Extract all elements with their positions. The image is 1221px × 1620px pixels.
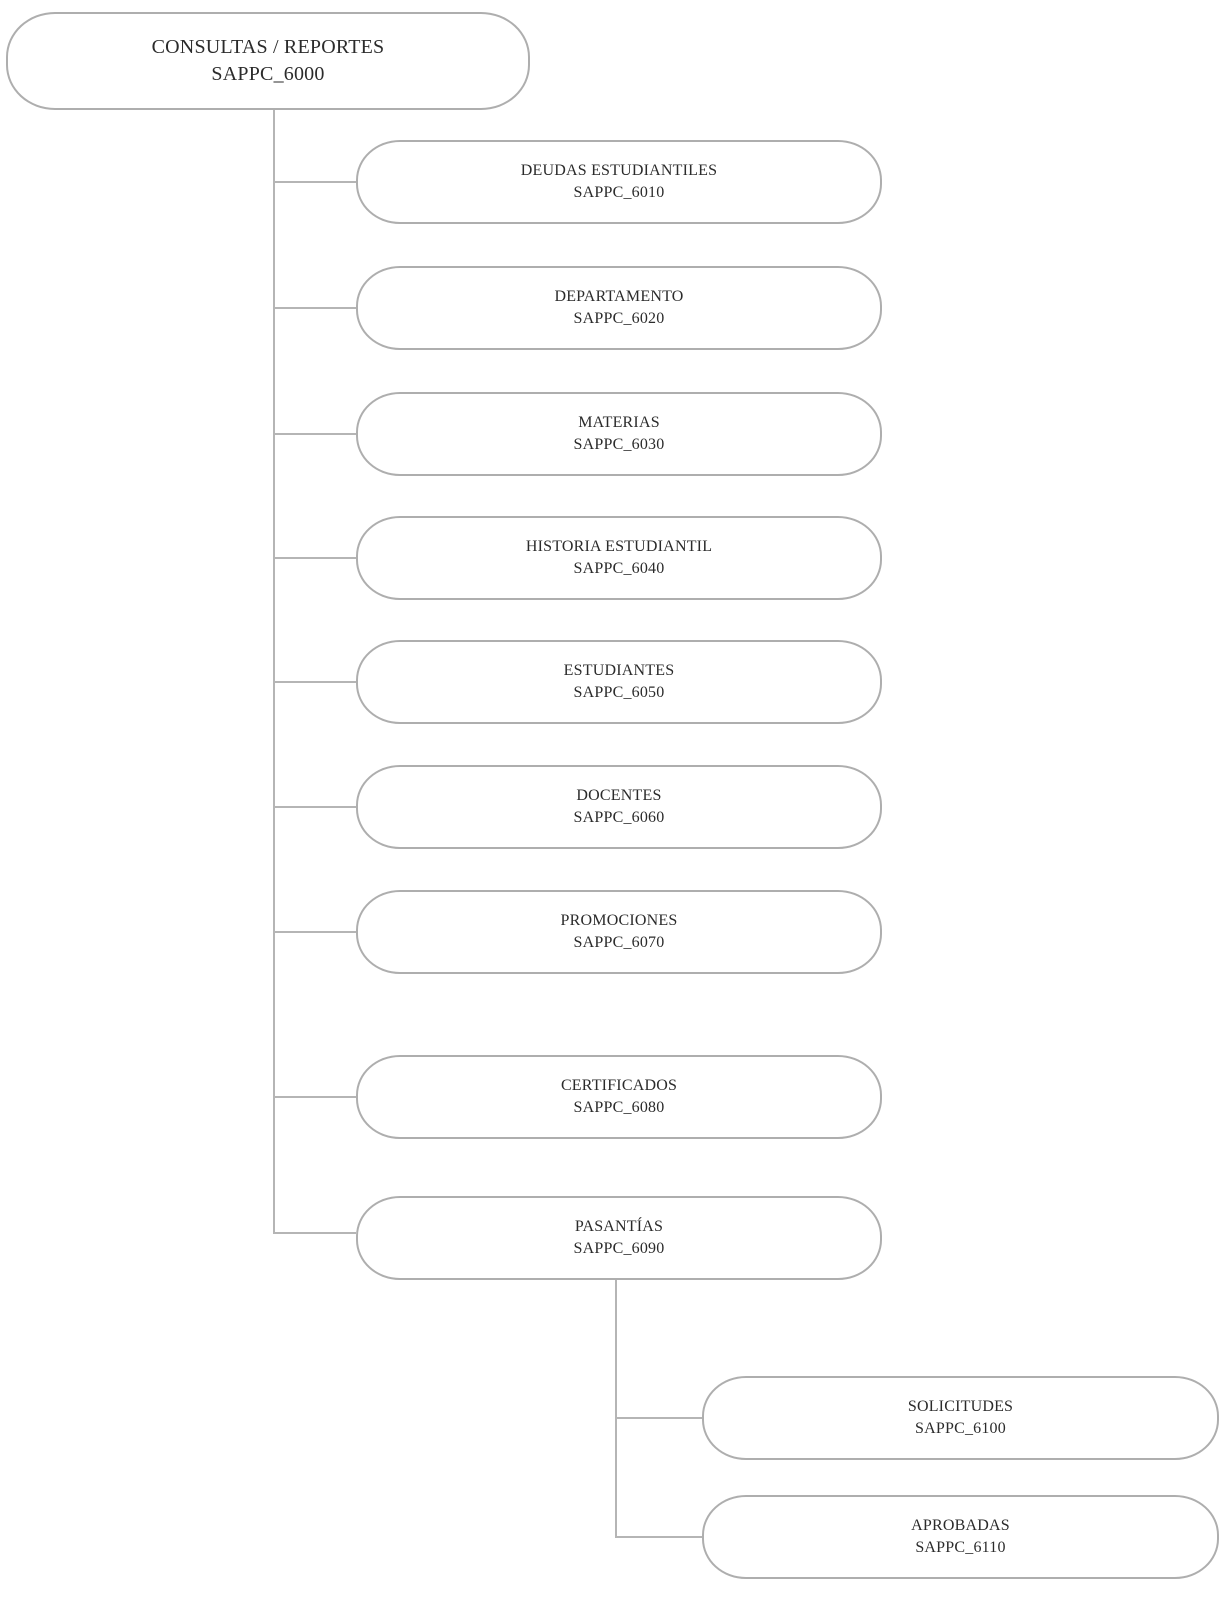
node-code: SAPPC_6090 xyxy=(573,1240,665,1257)
node-departamento xyxy=(356,266,882,350)
node-label: DEUDAS ESTUDIANTILES xyxy=(520,162,718,180)
node-code: SAPPC_6030 xyxy=(573,436,665,453)
pasantias-trunk-line xyxy=(615,1280,617,1538)
node-pasantias xyxy=(356,1196,882,1280)
node-solicitudes xyxy=(702,1376,1219,1460)
node-code: SAPPC_6110 xyxy=(915,1539,1006,1556)
node-code: SAPPC_6060 xyxy=(573,809,665,826)
node-label: CERTIFICADOS xyxy=(560,1077,678,1095)
branch-line-6040 xyxy=(273,557,356,559)
branch-line-6090 xyxy=(273,1232,356,1234)
branch-line-6060 xyxy=(273,806,356,808)
branch-line-6080 xyxy=(273,1096,356,1098)
root-node xyxy=(6,12,530,110)
node-estudiantes xyxy=(356,640,882,724)
root-trunk-line xyxy=(273,110,275,1234)
branch-line-6020 xyxy=(273,307,356,309)
node-label: DOCENTES xyxy=(576,787,662,805)
branch-line-6070 xyxy=(273,931,356,933)
node-label: PASANTÍAS xyxy=(574,1218,664,1236)
node-materias xyxy=(356,392,882,476)
node-label: HISTORIA ESTUDIANTIL xyxy=(525,538,713,556)
root-node-label: CONSULTAS / REPORTES xyxy=(151,36,385,58)
node-docentes xyxy=(356,765,882,849)
node-label: SOLICITUDES xyxy=(907,1398,1014,1416)
node-code: SAPPC_6100 xyxy=(915,1420,1006,1437)
node-code: SAPPC_6040 xyxy=(573,560,665,577)
node-code: SAPPC_6070 xyxy=(573,934,665,951)
branch-line-6050 xyxy=(273,681,356,683)
node-aprobadas xyxy=(702,1495,1219,1579)
branch-line-6030 xyxy=(273,433,356,435)
node-deudas-estudiantiles xyxy=(356,140,882,224)
node-label: ESTUDIANTES xyxy=(563,662,675,680)
node-code: SAPPC_6080 xyxy=(573,1099,665,1116)
node-label: PROMOCIONES xyxy=(560,912,678,930)
node-code: SAPPC_6050 xyxy=(573,684,665,701)
node-label: DEPARTAMENTO xyxy=(554,288,684,306)
node-promociones xyxy=(356,890,882,974)
node-historia-estudiantil xyxy=(356,516,882,600)
branch-line-6100 xyxy=(615,1417,702,1419)
branch-line-6110 xyxy=(615,1536,702,1538)
root-node-code: SAPPC_6000 xyxy=(211,63,325,85)
branch-line-6010 xyxy=(273,181,356,183)
node-certificados xyxy=(356,1055,882,1139)
node-label: MATERIAS xyxy=(578,414,660,432)
node-label: APROBADAS xyxy=(911,1517,1010,1535)
node-code: SAPPC_6020 xyxy=(573,310,665,327)
node-code: SAPPC_6010 xyxy=(573,184,665,201)
